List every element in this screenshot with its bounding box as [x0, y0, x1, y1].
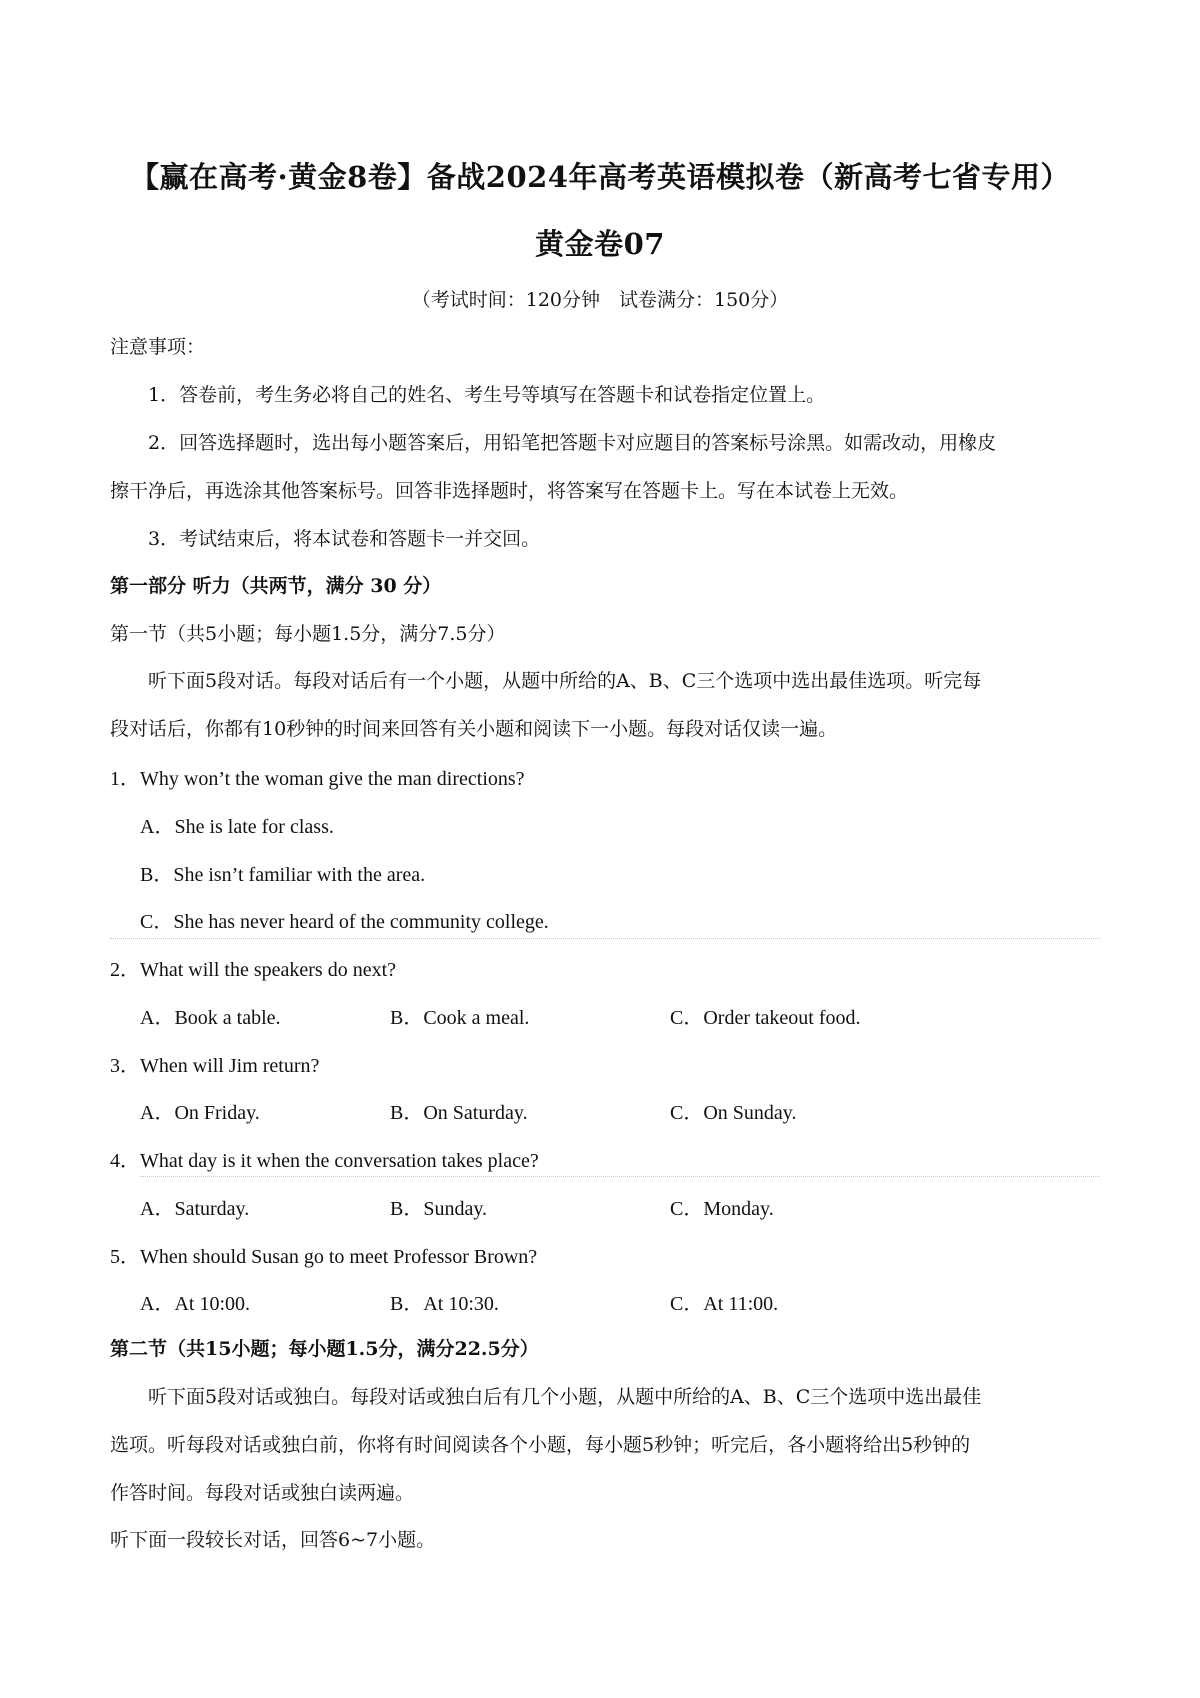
- question-3-option-b: B．On Saturday.: [390, 1102, 528, 1124]
- question-2-option-c: C．Order takeout food.: [670, 1007, 861, 1029]
- section1-instructions-line-1: 听下面5段对话。每段对话后有一个小题，从题中所给的A、B、C三个选项中选出最佳选项。听完每: [148, 670, 982, 692]
- question-5-option-c: C．At 11:00.: [670, 1293, 779, 1315]
- section2-instructions-line-1: 听下面5段对话或独白。每段对话或独白后有几个小题，从题中所给的A、B、C三个选项中选出最佳: [148, 1386, 982, 1408]
- section1-heading: 第一节（共5小题；每小题1.5分，满分7.5分）: [110, 623, 506, 645]
- section2-instructions-line-2: 选项。听每段对话或独白前，你将有时间阅读各个小题，每小题5秒钟；听完后，各小题将给出5秒钟的: [110, 1434, 971, 1456]
- question-5-option-a: A．At 10:00.: [140, 1293, 250, 1315]
- question-1-stem: 1．Why won’t the woman give the man directions?: [110, 768, 525, 790]
- question-3-option-c: C．On Sunday.: [670, 1102, 797, 1124]
- dotted-divider: [140, 1176, 1100, 1177]
- dialogue-6-7-instruction: 听下面一段较长对话，回答6~7小题。: [110, 1529, 436, 1551]
- question-4-option-c: C．Monday.: [670, 1198, 774, 1220]
- exam-subtitle: 黄金卷07: [535, 227, 665, 261]
- question-1-option-b: B．She isn’t familiar with the area.: [140, 864, 426, 886]
- question-5-option-b: B．At 10:30.: [390, 1293, 499, 1315]
- question-1-option-a: A．She is late for class.: [140, 816, 334, 838]
- part1-heading: 第一部分 听力（共两节，满分 30 分）: [110, 575, 442, 597]
- notes-item-2-line-2: 擦干净后，再选涂其他答案标号。回答非选择题时，将答案写在答题卡上。写在本试卷上无效。: [110, 480, 909, 502]
- question-4-option-b: B．Sunday.: [390, 1198, 488, 1220]
- section1-instructions-line-2: 段对话后，你都有10秒钟的时间来回答有关小题和阅读下一小题。每段对话仅读一遍。: [110, 718, 838, 740]
- notes-item-3: 3．考试结束后，将本试卷和答题卡一并交回。: [148, 528, 541, 550]
- section2-instructions-line-3: 作答时间。每段对话或独白读两遍。: [110, 1482, 415, 1504]
- dotted-divider: [110, 938, 1100, 939]
- section2-heading: 第二节（共15小题；每小题1.5分，满分22.5分）: [110, 1338, 539, 1360]
- question-4-stem: 4．What day is it when the conversation takes place?: [110, 1150, 539, 1172]
- question-4-option-a: A．Saturday.: [140, 1198, 250, 1220]
- question-2-stem: 2．What will the speakers do next?: [110, 959, 397, 981]
- question-2-option-b: B．Cook a meal.: [390, 1007, 530, 1029]
- notes-item-1: 1．答卷前，考生务必将自己的姓名、考生号等填写在答题卡和试卷指定位置上。: [148, 384, 826, 406]
- question-1-option-c: C．She has never heard of the community college.: [140, 911, 549, 933]
- question-2-option-a: A．Book a table.: [140, 1007, 281, 1029]
- question-3-option-a: A．On Friday.: [140, 1102, 260, 1124]
- exam-time-info: （考试时间：120分钟 试卷满分：150分）: [411, 289, 789, 311]
- notes-heading: 注意事项：: [110, 336, 206, 358]
- question-5-stem: 5．When should Susan go to meet Professor Brown?: [110, 1246, 538, 1268]
- notes-item-2-line-1: 2．回答选择题时，选出每小题答案后，用铅笔把答题卡对应题目的答案标号涂黑。如需改动，用橡皮: [148, 432, 997, 454]
- exam-title: 【赢在高考·黄金8卷】备战2024年高考英语模拟卷（新高考七省专用）: [130, 160, 1070, 194]
- question-3-stem: 3．When will Jim return?: [110, 1055, 320, 1077]
